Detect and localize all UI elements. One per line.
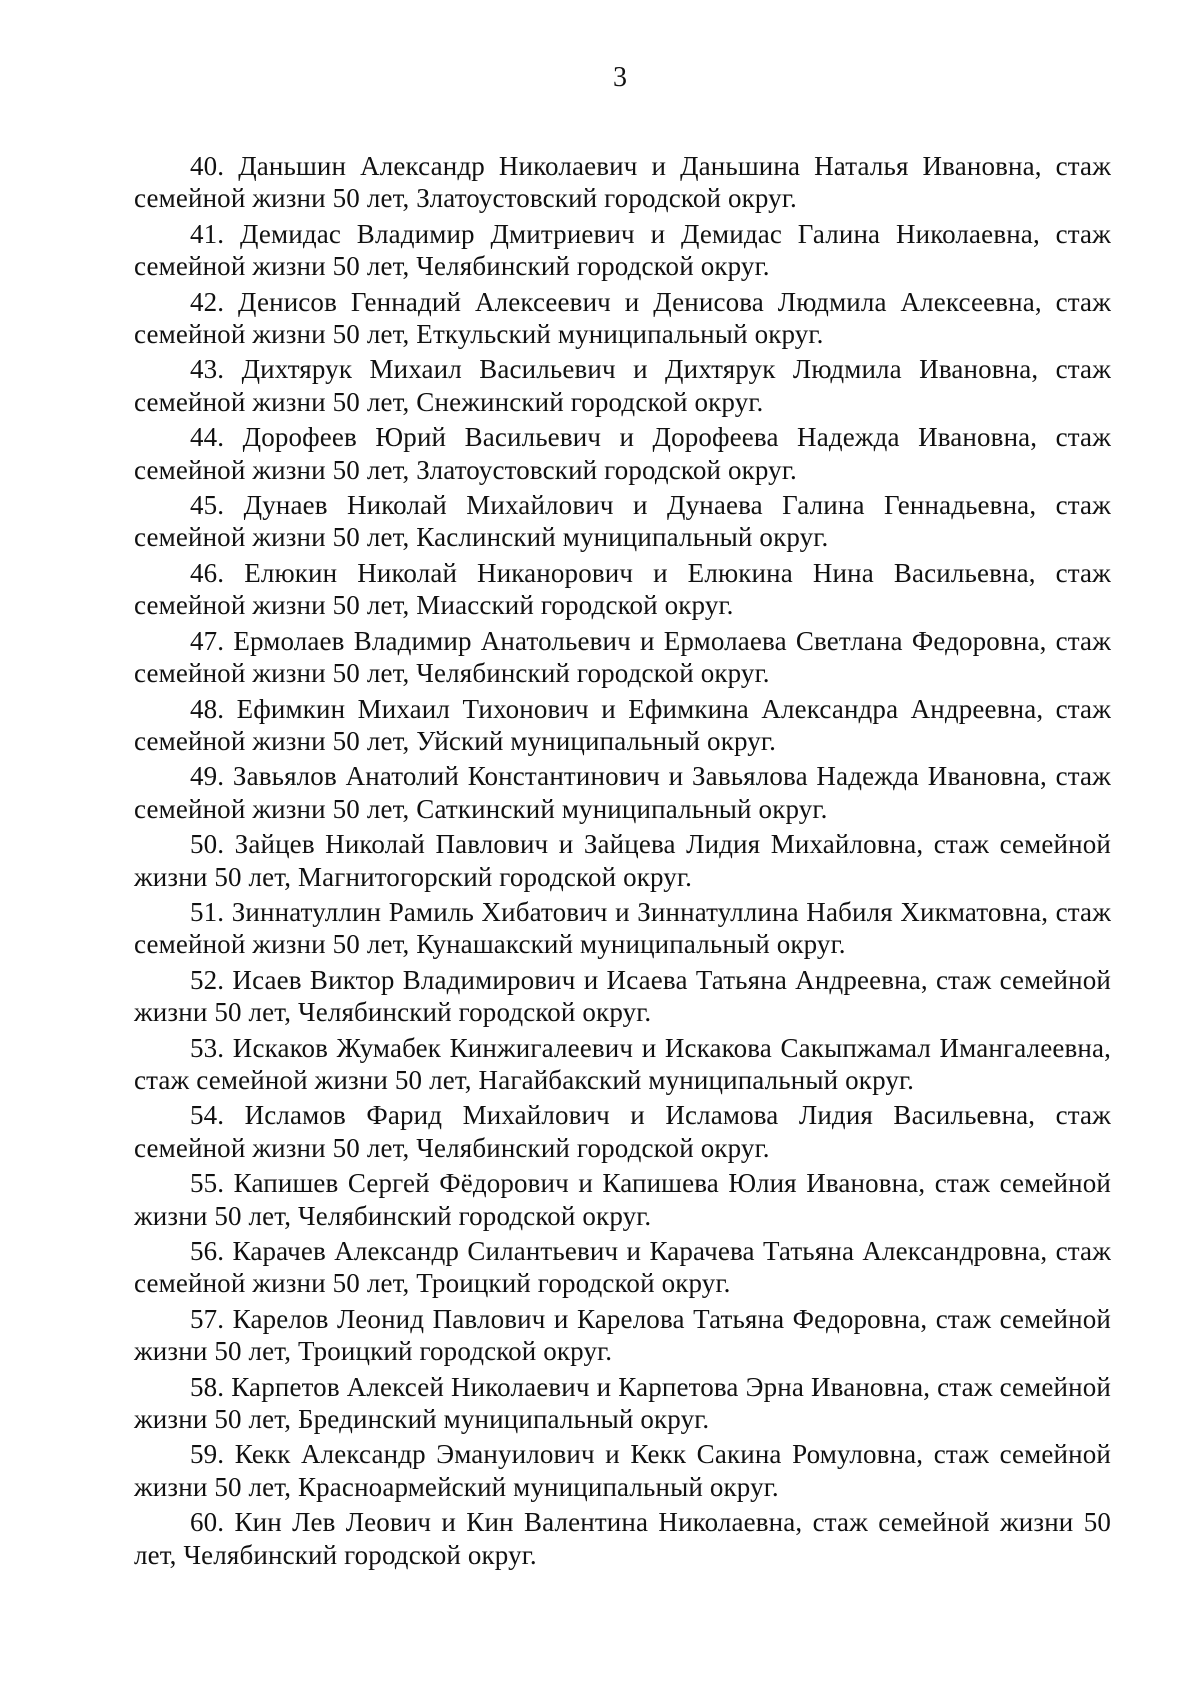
list-item: 51. Зиннатуллин Рамиль Хибатович и Зиннатуллина Набиля Хикматовна, стаж семейной жизни 50 лет, Кунашакский муниципальный округ. <box>134 896 1111 960</box>
list-item: 59. Кекк Александр Эмануилович и Кекк Сакина Ромуловна, стаж семейной жизни 50 лет, Красноармейский муниципальный округ. <box>134 1439 1111 1502</box>
list-item: 50. Зайцев Николай Павлович и Зайцева Лидия Михайловна, стаж семейной жизни 50 лет, Магнитогорский городской округ. <box>134 829 1111 892</box>
list-item: 44. Дорофеев Юрий Васильевич и Дорофеева Надежда Ивановна, стаж семейной жизни 50 лет, Златоустовский городской округ. <box>134 422 1111 485</box>
list-item: 42. Денисов Геннадий Алексеевич и Денисова Людмила Алексеевна, стаж семейной жизни 50 лет, Еткульский муниципальный округ. <box>134 286 1111 350</box>
page-number: 3 <box>613 62 627 93</box>
list-item: 55. Капишев Сергей Фёдорович и Капишева Юлия Ивановна, стаж семейной жизни 50 лет, Челябинский городской округ. <box>134 1168 1111 1231</box>
list-item: 48. Ефимкин Михаил Тихонович и Ефимкина Александра Андреевна, стаж семейной жизни 50 лет, Уйский муниципальный округ. <box>134 693 1111 756</box>
list-item: 43. Дихтярук Михаил Васильевич и Дихтярук Людмила Ивановна, стаж семейной жизни 50 лет, Снежинский городской округ. <box>134 354 1111 417</box>
list-item: 54. Исламов Фарид Михайлович и Исламова Лидия Васильевна, стаж семейной жизни 50 лет, Челябинский городской округ. <box>134 1100 1111 1163</box>
list-item: 57. Карелов Леонид Павлович и Карелова Татьяна Федоровна, стаж семейной жизни 50 лет, Троицкий городской округ. <box>134 1303 1111 1367</box>
list-item: 49. Завьялов Анатолий Константинович и Завьялова Надежда Ивановна, стаж семейной жизни 50 лет, Саткинский муниципальный округ. <box>134 761 1111 824</box>
list-item: 60. Кин Лев Леович и Кин Валентина Николаевна, стаж семейной жизни 50 лет, Челябинский городской округ. <box>134 1507 1111 1570</box>
list-item: 41. Демидас Владимир Дмитриевич и Демидас Галина Николаевна, стаж семейной жизни 50 лет, Челябинский городской округ. <box>134 218 1111 282</box>
list-item: 40. Даньшин Александр Николаевич и Даньшина Наталья Ивановна, стаж семейной жизни 50 лет, Златоустовский городской округ. <box>134 151 1111 214</box>
list-item: 46. Елюкин Николай Никанорович и Елюкина Нина Васильевна, стаж семейной жизни 50 лет, Миасский городской округ. <box>134 557 1111 621</box>
list-item: 45. Дунаев Николай Михайлович и Дунаева Галина Геннадьевна, стаж семейной жизни 50 лет, Каслинский муниципальный округ. <box>134 490 1111 553</box>
list-item: 58. Карпетов Алексей Николаевич и Карпетова Эрна Ивановна, стаж семейной жизни 50 лет, Брединский муниципальный округ. <box>134 1371 1111 1435</box>
list-item: 52. Исаев Виктор Владимирович и Исаева Татьяна Андреевна, стаж семейной жизни 50 лет, Челябинский городской округ. <box>134 964 1111 1028</box>
list-item: 47. Ермолаев Владимир Анатольевич и Ермолаева Светлана Федоровна, стаж семейной жизни 50 лет, Челябинский городской округ. <box>134 625 1111 689</box>
list-item: 56. Карачев Александр Силантьевич и Карачева Татьяна Александровна, стаж семейной жизни 50 лет, Троицкий городской округ. <box>134 1236 1111 1299</box>
honoree-list <box>134 150 1111 1574</box>
list-item: 53. Искаков Жумабек Кинжигалеевич и Искакова Сакыпжамал Имангалеевна, стаж семейной жизни 50 лет, Нагайбакский муниципальный округ. <box>134 1032 1111 1095</box>
